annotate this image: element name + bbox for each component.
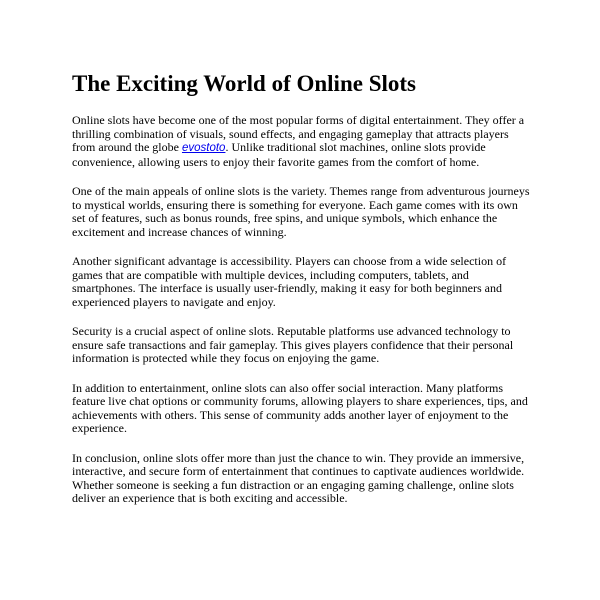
paragraph-intro-after: . Unlike traditional slot machines, online slots provide convenience, allowing users to enjoy their favorite games from the comfort of home. (72, 140, 486, 169)
document-page (72, 70, 532, 522)
paragraph-intro (72, 114, 532, 169)
paragraph-intro-before: Online slots have become one of the most popular forms of digital entertainment. They offer a thrilling combination of visuals, sound effects, and engaging gameplay that attracts players from around the globe (72, 113, 525, 154)
paragraph-security: Security is a crucial aspect of online slots. Reputable platforms use advanced technology to ensure safe transactions and fair gameplay. This gives players confidence that their personal information is protected while they focus on enjoying the game. (72, 324, 514, 365)
paragraph-accessibility: Another significant advantage is accessibility. Players can choose from a wide selection of games that are compatible with multiple devices, including computers, tablets, and smartphones. The interface is usually user-friendly, making it easy for both beginners and experienced players to navigate and enjoy. (72, 254, 507, 309)
paragraph-social: In addition to entertainment, online slots can also offer social interaction. Many platforms feature live chat options or community forums, allowing players to share experiences, tips, and achievements with others. This sense of community adds another layer of enjoyment to the experience. (72, 380, 528, 435)
evostoto-link[interactable]: evostoto (181, 142, 226, 154)
paragraph-variety: One of the main appeals of online slots is the variety. Themes range from adventurous journeys to mystical worlds, ensuring there is something for everyone. Each game comes with its own set of features, such as bonus rounds, free spins, and unique symbols, which enhance the excitement and increase chances of winning. (72, 184, 530, 239)
paragraph-conclusion: In conclusion, online slots offer more than just the chance to win. They provide an immersive, interactive, and secure form of entertainment that continues to captivate audiences worldwide. Whether someone is seeking a fun distraction or an engaging gaming challenge, online slots deliver an experience that is both exciting and accessible. (72, 450, 525, 505)
article-title: The Exciting World of Online Slots (72, 71, 416, 96)
